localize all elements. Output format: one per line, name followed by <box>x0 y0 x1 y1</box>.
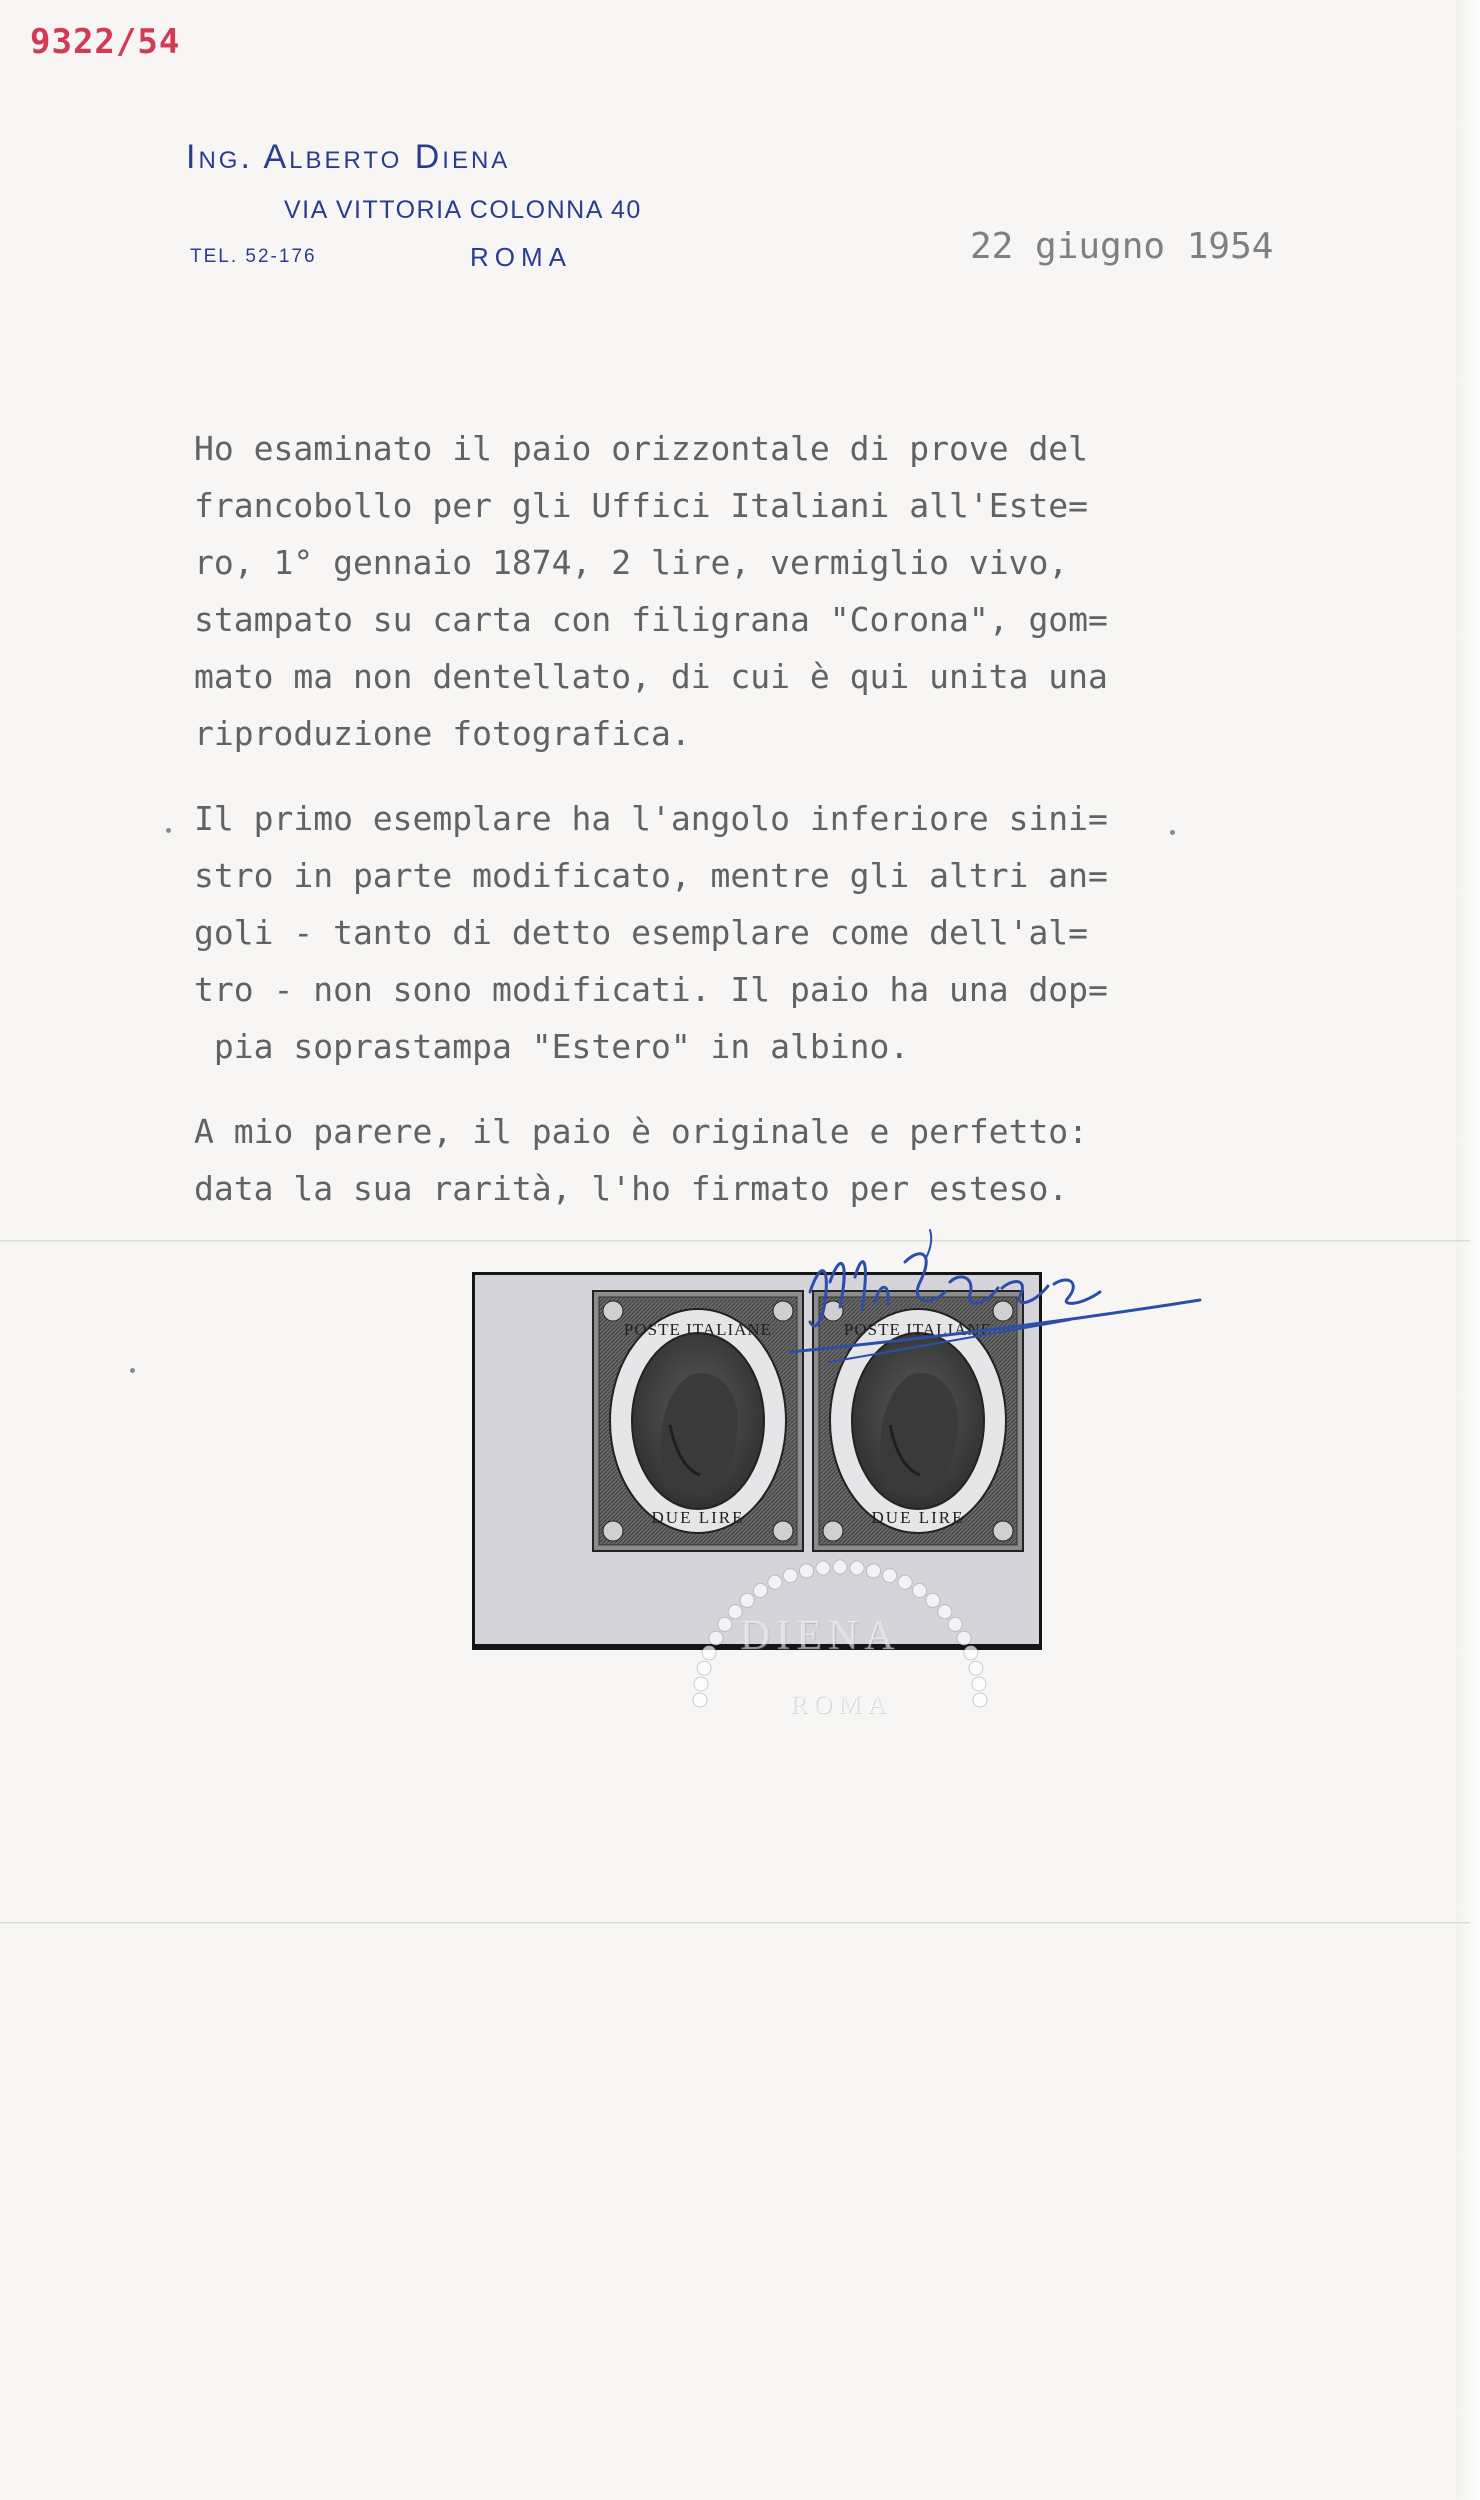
stamp-left-bottom-text: DUE LIRE <box>651 1508 745 1527</box>
certificate-body <box>194 420 1374 1245</box>
body-paragraph <box>194 420 1374 762</box>
seal-dot <box>783 1569 797 1583</box>
embossed-seal-city: ROMA <box>790 1690 893 1719</box>
seal-dot <box>926 1593 940 1607</box>
seal-dot <box>768 1575 782 1589</box>
letterhead-name: Ing. Alberto Diena <box>186 138 511 176</box>
seal-dot <box>867 1564 881 1578</box>
seal-dot <box>693 1693 707 1707</box>
body-line: Ho esaminato il paio orizzontale di prove del <box>194 429 1089 468</box>
certificate-date: 22 giugno 1954 <box>970 226 1274 267</box>
seal-dot <box>740 1593 754 1607</box>
body-line: pia soprastampa "Estero" in albino. <box>194 1027 910 1066</box>
seal-dot <box>969 1661 983 1675</box>
seal-dot <box>697 1661 711 1675</box>
seal-dot <box>972 1677 986 1691</box>
seal-dot <box>850 1561 864 1575</box>
seal-dot <box>957 1631 971 1645</box>
seal-dot <box>948 1617 962 1631</box>
seal-dot <box>833 1560 847 1574</box>
embossed-seal <box>690 1530 990 1790</box>
body-line: mato ma non dentellato, di cui è qui unita una <box>194 657 1108 696</box>
stamp-right-top-text: POSTE ITALIANE <box>843 1320 993 1339</box>
body-paragraph <box>194 1103 1374 1217</box>
paper-speck <box>166 828 171 833</box>
body-line: goli - tanto di detto esemplare come dell'al= <box>194 913 1089 952</box>
body-line: A mio parere, il paio è originale e perfetto: <box>194 1112 1089 1151</box>
paper-speck <box>130 1368 135 1373</box>
seal-dot <box>883 1569 897 1583</box>
letterhead-street: VIA VITTORIA COLONNA 40 <box>284 196 642 224</box>
body-line: stampato su carta con filigrana "Corona", gom= <box>194 600 1108 639</box>
seal-dot <box>694 1677 708 1691</box>
body-line: ro, 1° gennaio 1874, 2 lire, vermiglio vivo, <box>194 543 1069 582</box>
body-line: Il primo esemplare ha l'angolo inferiore sini= <box>194 799 1108 838</box>
seal-dot <box>709 1631 723 1645</box>
paper-speck <box>1170 830 1175 835</box>
embossed-seal-name: DIENA <box>740 1613 901 1659</box>
seal-dot <box>938 1605 952 1619</box>
body-line: riproduzione fotografica. <box>194 714 691 753</box>
reference-number: 9322/54 <box>30 22 181 62</box>
seal-dot <box>754 1584 768 1598</box>
seal-dot <box>898 1575 912 1589</box>
letterhead-phone: TEL. 52-176 <box>190 246 317 267</box>
seal-dot <box>816 1561 830 1575</box>
stamp-left-top-text: POSTE ITALIANE <box>623 1320 773 1339</box>
body-line: stro in parte modificato, mentre gli altri an= <box>194 856 1108 895</box>
paper-fold-line <box>0 1922 1470 1924</box>
body-paragraph <box>194 790 1374 1075</box>
body-line: francobollo per gli Uffici Italiani all'Este= <box>194 486 1089 525</box>
letterhead-city: ROMA <box>470 242 572 272</box>
body-line: data la sua rarità, l'ho firmato per esteso. <box>194 1169 1069 1208</box>
stamp-right-bottom-text: DUE LIRE <box>871 1508 965 1527</box>
seal-dot <box>973 1693 987 1707</box>
seal-dot <box>964 1646 978 1660</box>
seal-dot <box>913 1584 927 1598</box>
handwritten-signature <box>770 1222 1210 1452</box>
body-line: tro - non sono modificati. Il paio ha una dop= <box>194 970 1108 1009</box>
seal-dot <box>702 1646 716 1660</box>
seal-dot <box>718 1617 732 1631</box>
seal-dot <box>800 1564 814 1578</box>
